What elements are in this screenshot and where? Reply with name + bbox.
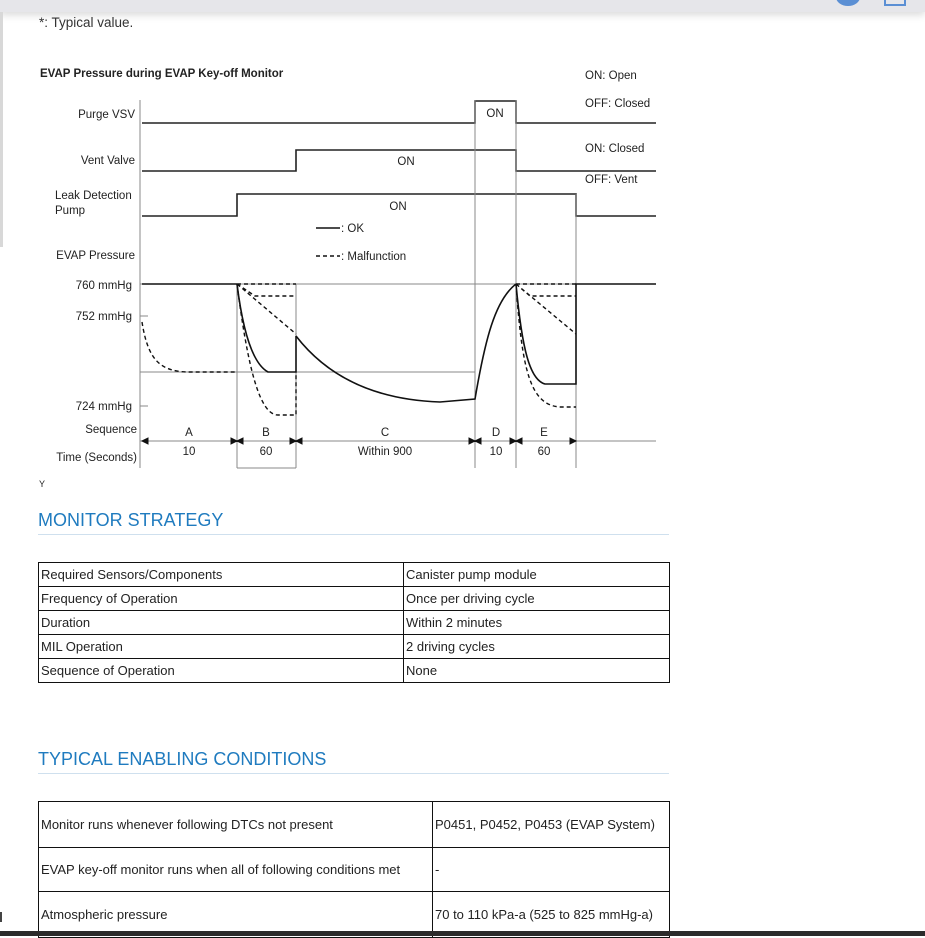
cell: 2 driving cycles — [404, 635, 670, 659]
label-760: 760 mmHg — [75, 280, 132, 292]
monitor-strategy-heading: MONITOR STRATEGY — [38, 510, 669, 535]
cell: Frequency of Operation — [39, 587, 404, 611]
cell: Duration — [39, 611, 404, 635]
table-row — [39, 611, 670, 635]
seq-a: A — [185, 427, 193, 439]
label-724: 724 mmHg — [75, 401, 132, 413]
label-vent-valve: Vent Valve — [80, 155, 135, 167]
cell: Once per driving cycle — [404, 587, 670, 611]
label-evap-pressure: EVAP Pressure — [56, 250, 135, 262]
cell: None — [404, 659, 670, 683]
cell: P0451, P0452, P0453 (EVAP System) — [433, 802, 670, 848]
table-row — [39, 659, 670, 683]
time-e: 60 — [537, 446, 551, 458]
legend-ok: : OK — [341, 223, 365, 235]
diagram-title: EVAP Pressure during EVAP Key-off Monitor — [40, 68, 284, 80]
label-sequence: Sequence — [85, 424, 137, 436]
figure-code: Y — [39, 479, 46, 489]
table-row — [39, 587, 670, 611]
state-vent-on: ON: Closed — [585, 143, 645, 155]
typical-value-note: *: Typical value. — [39, 15, 134, 30]
cell: 70 to 110 kPa-a (525 to 825 mmHg-a) — [433, 892, 670, 938]
cell: Monitor runs whenever following DTCs not present — [39, 802, 433, 848]
time-b: 60 — [259, 446, 273, 458]
state-purge-on: ON: Open — [585, 70, 637, 82]
on-vent: ON — [397, 156, 415, 168]
monitor-strategy-table — [38, 562, 670, 683]
label-time: Time (Seconds) — [56, 452, 137, 464]
label-leak-pump: Leak Detection — [55, 190, 132, 202]
state-vent-off: OFF: Vent — [585, 174, 638, 186]
cell: MIL Operation — [39, 635, 404, 659]
cell: Required Sensors/Components — [39, 563, 404, 587]
cell: EVAP key-off monitor runs when all of following conditions met — [39, 848, 433, 892]
cell: Within 2 minutes — [404, 611, 670, 635]
table-row — [39, 848, 670, 892]
edge-marker — [0, 912, 2, 922]
purge-vsv-signal — [142, 101, 656, 123]
seq-c: C — [380, 427, 390, 439]
seq-b: B — [262, 427, 270, 439]
table-row — [39, 802, 670, 848]
state-purge-off: OFF: Closed — [585, 98, 651, 110]
table-row — [39, 563, 670, 587]
label-leak-pump-2: Pump — [55, 205, 86, 217]
cell: Canister pump module — [404, 563, 670, 587]
ok-curves — [142, 284, 656, 402]
label-752: 752 mmHg — [75, 311, 132, 323]
enabling-conditions-table — [38, 801, 670, 938]
bottom-bar — [0, 931, 925, 936]
table-row — [39, 635, 670, 659]
enabling-conditions-heading: TYPICAL ENABLING CONDITIONS — [38, 749, 669, 774]
cell: - — [433, 848, 670, 892]
seq-e: E — [540, 427, 548, 439]
cell: Atmospheric pressure — [39, 892, 433, 938]
on-purge: ON — [486, 108, 504, 120]
time-c: Within 900 — [357, 446, 413, 458]
malfunction-curves — [142, 284, 576, 415]
on-pump: ON — [389, 201, 407, 213]
seq-d: D — [491, 427, 501, 439]
label-purge-vsv: Purge VSV — [78, 109, 135, 121]
cell: Sequence of Operation — [39, 659, 404, 683]
time-a: 10 — [182, 446, 196, 458]
time-d: 10 — [489, 446, 503, 458]
legend-malfunction: : Malfunction — [341, 251, 407, 263]
